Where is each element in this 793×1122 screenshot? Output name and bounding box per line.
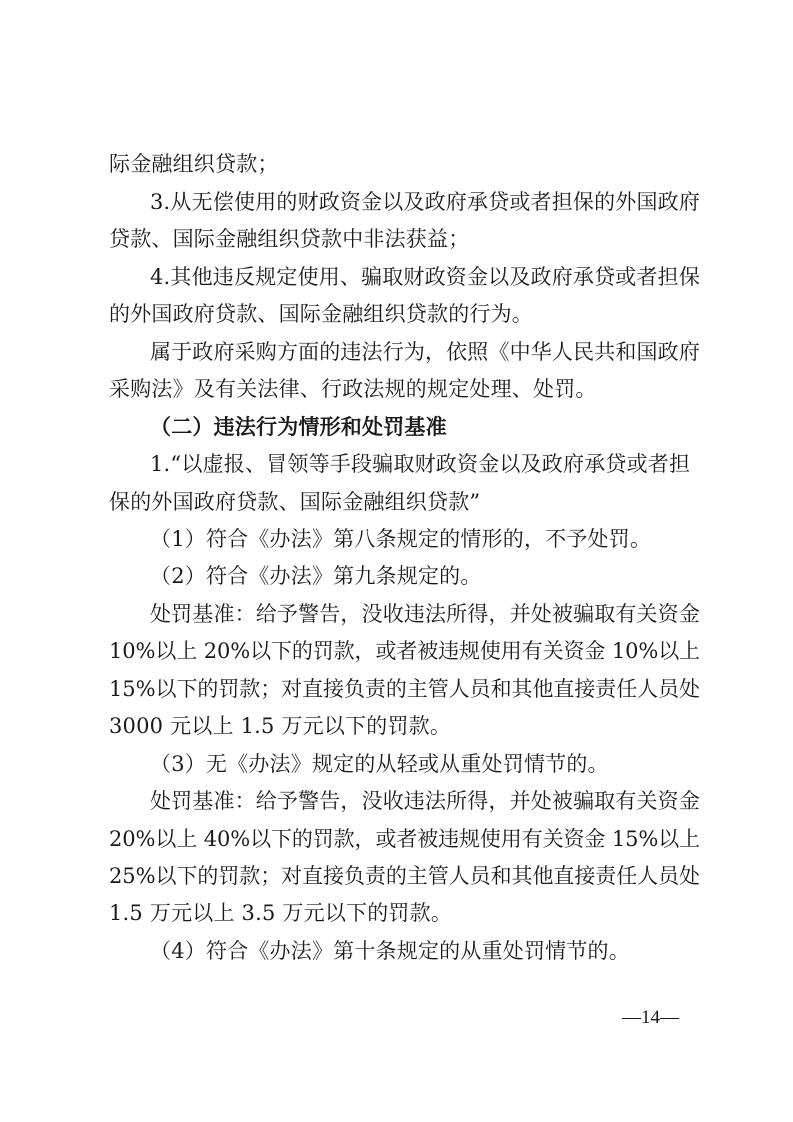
line-text: 处罚基准：给予警告，没收违法所得，并处被骗取有关资金 (150, 602, 700, 626)
line-text: 际金融组织贷款； (109, 152, 279, 176)
line-text: 1.5 万元以上 3.5 万元以下的罚款。 (109, 901, 453, 925)
line-text: 采购法》及有关法律、行政法规的规定处理、处罚。 (109, 377, 597, 401)
line-text: 10%以上 20%以下的罚款，或者被违规使用有关资金 10%以上 (109, 639, 700, 663)
line-text: 属于政府采购方面的违法行为，依照《中华人民共和国政府 (150, 340, 700, 364)
line-text: 的外国政府贷款、国际金融组织贷款的行为。 (109, 302, 533, 326)
line-text: 25%以下的罚款；对直接负责的主管人员和其他直接责任人员处 (109, 864, 700, 888)
line-text: （3）无《办法》规定的从轻或从重处罚情节的。 (150, 752, 609, 776)
line-text: （2）符合《办法》第九条规定的。 (150, 564, 482, 588)
line-text: 1.“以虚报、冒领等手段骗取财政资金以及政府承贷或者担 (150, 452, 691, 476)
page-number: —14— (622, 1007, 679, 1028)
line-text: 3.从无偿使用的财政资金以及政府承贷或者担保的外国政府 (150, 190, 700, 214)
line-text: （1）符合《办法》第八条规定的情形的，不予处罚。 (150, 527, 652, 551)
section-heading-text: （二）违法行为情形和处罚基准 (150, 415, 447, 439)
line-text: 保的外国政府贷款、国际金融组织贷款” (109, 490, 481, 514)
line-text: 4.其他违反规定使用、骗取财政资金以及政府承贷或者担保 (150, 265, 700, 289)
line-text: 15%以下的罚款；对直接负责的主管人员和其他直接责任人员处 (109, 677, 700, 701)
line-text: 贷款、国际金融组织贷款中非法获益； (109, 227, 470, 251)
line-text: （4）符合《办法》第十条规定的从重处罚情节的。 (150, 939, 630, 963)
line-text: 20%以上 40%以下的罚款，或者被违规使用有关资金 15%以上 (109, 827, 700, 851)
line-text: 3000 元以上 1.5 万元以下的罚款。 (109, 714, 452, 738)
line-text: 处罚基准：给予警告，没收违法所得，并处被骗取有关资金 (150, 789, 700, 813)
